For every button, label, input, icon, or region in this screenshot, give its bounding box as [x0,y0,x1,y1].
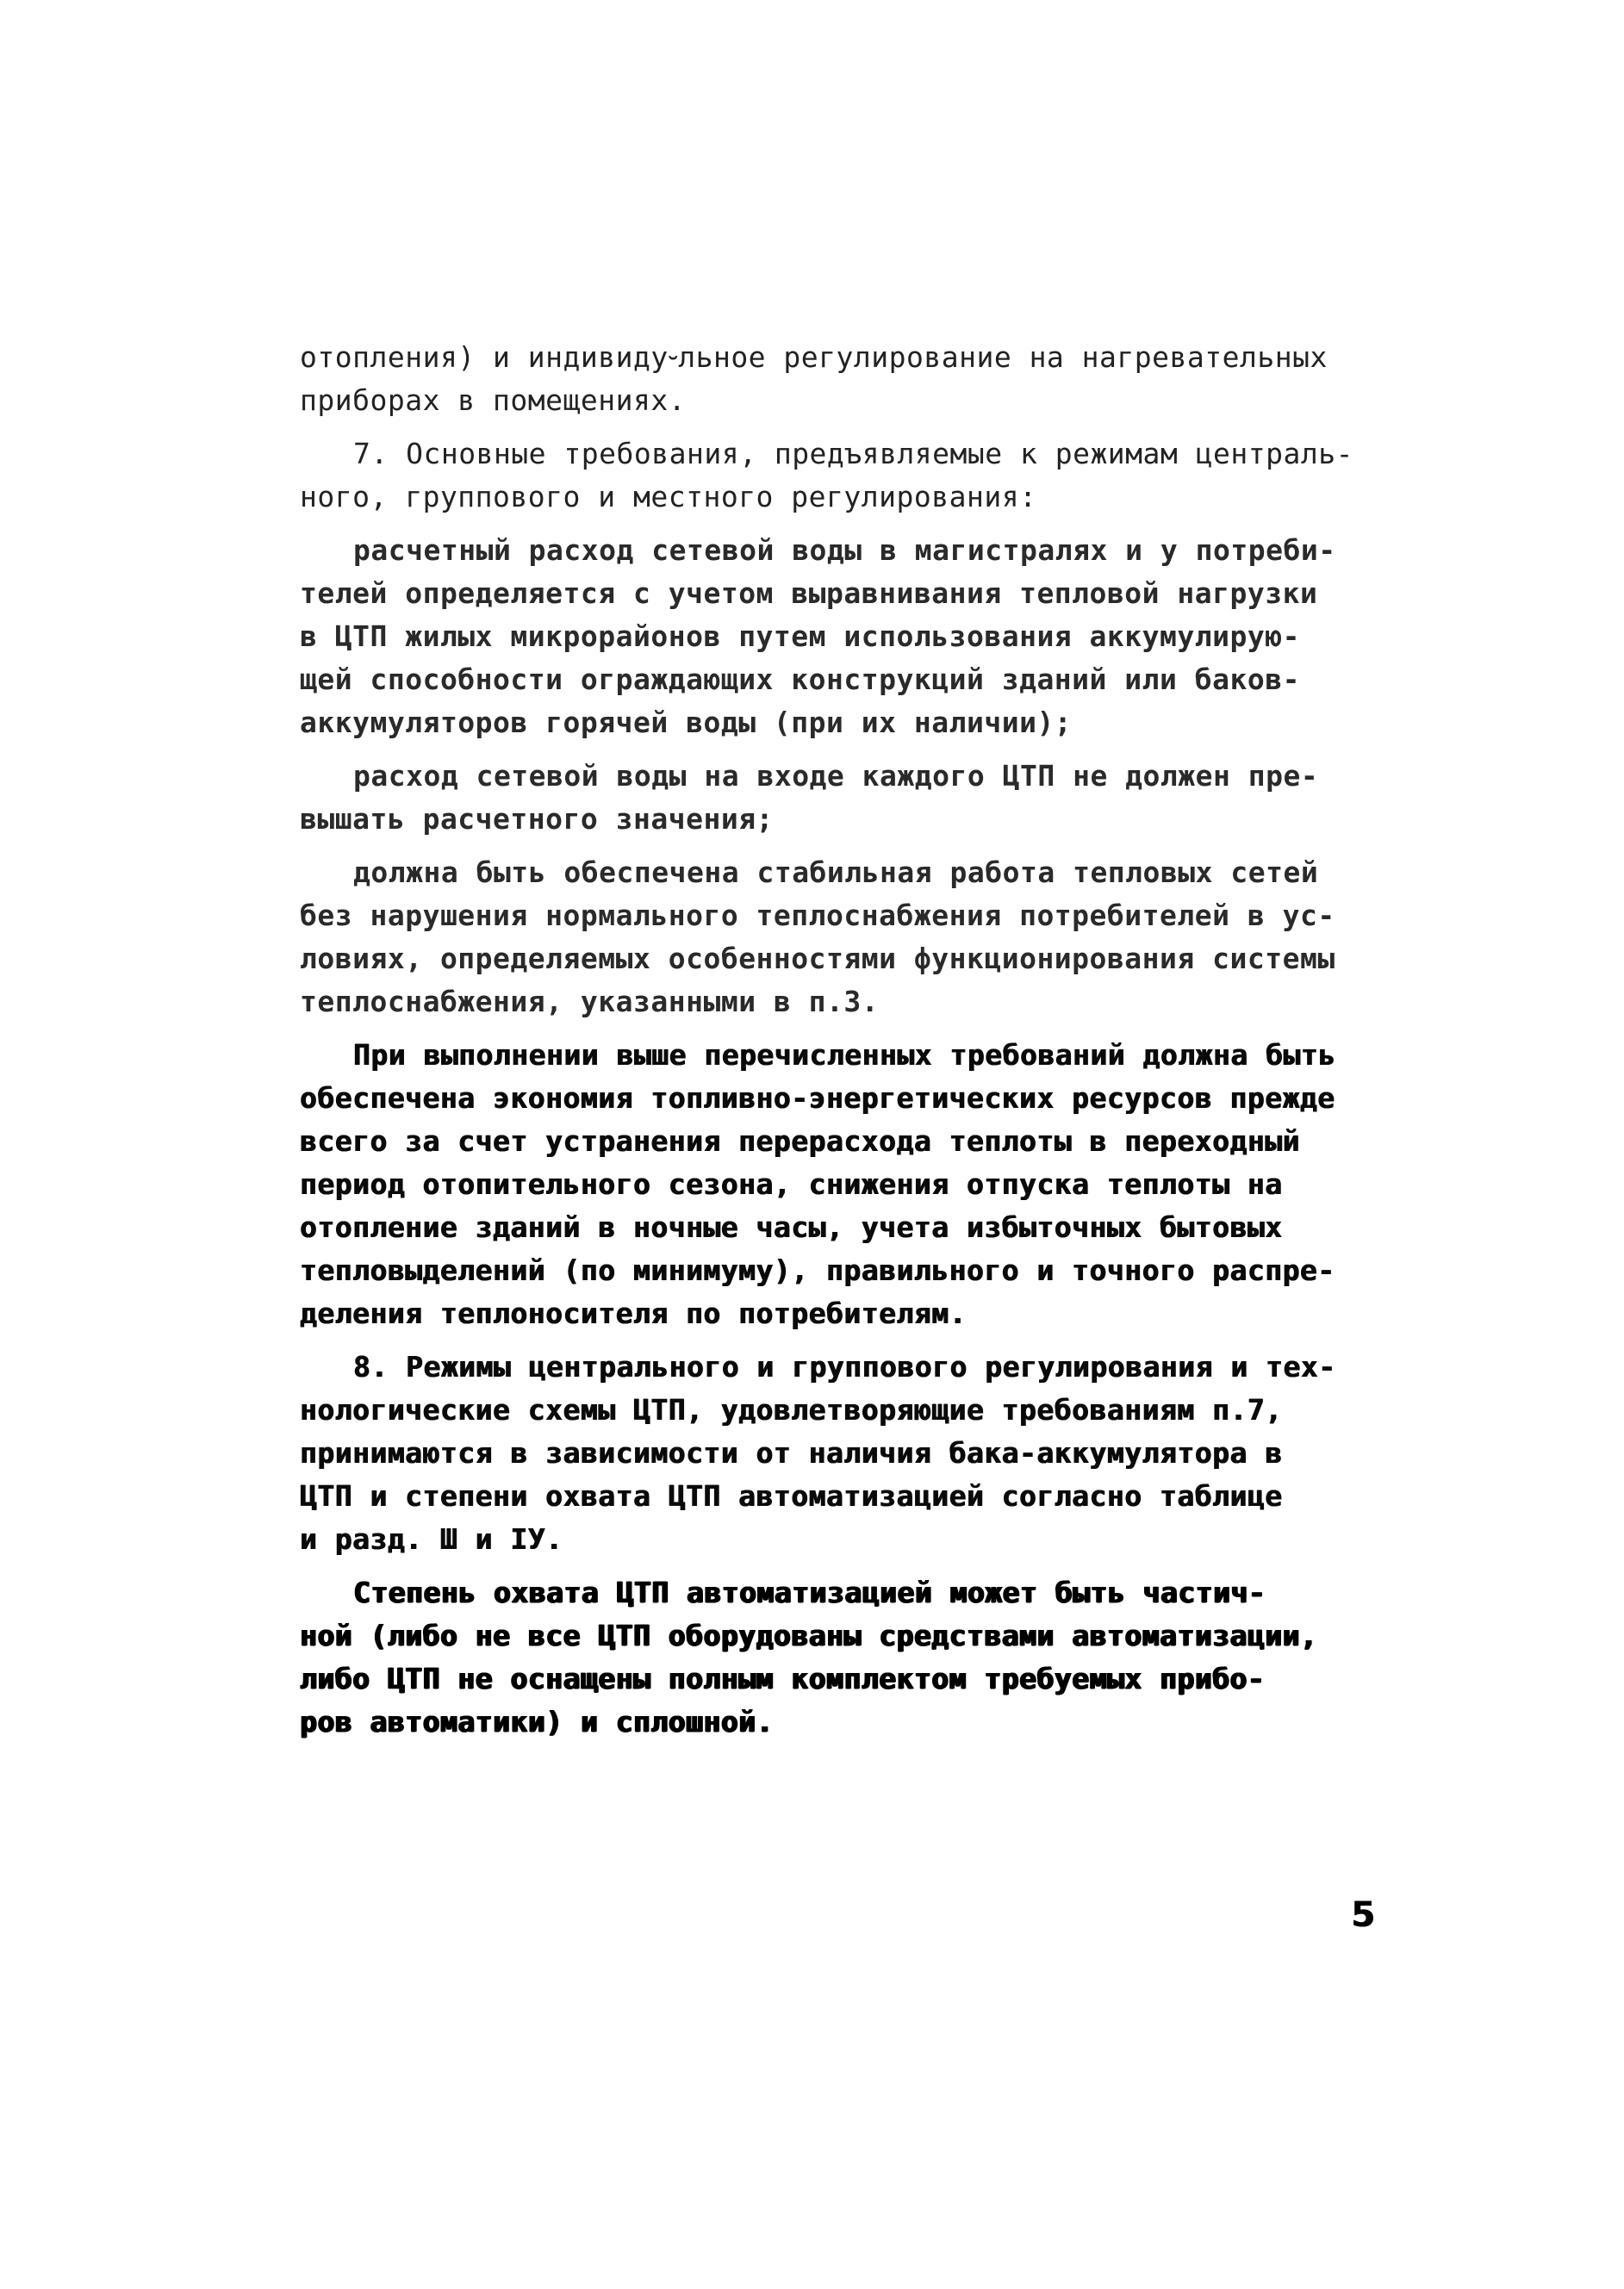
text-line: либо ЦТП не оснащены полным комплектом требуемых прибо- [300,1662,1266,1695]
paragraph [300,1346,1385,1561]
text-line: всего за счет устранения перерасхода теплоты в переходный [300,1124,1300,1158]
text-line: ЦТП и степени охвата ЦТП автоматизацией согласно таблице [300,1479,1283,1513]
text-line: расчетный расход сетевой воды в магистралях и у потреби- [353,533,1336,567]
paragraph [300,529,1385,744]
text-line: ловиях, определяемых особенностями функционирования системы [300,942,1335,975]
text-line: тепловыделений (по минимуму), правильного и точного распре- [300,1253,1335,1287]
paragraph-gap [300,1561,1385,1571]
paragraph [300,1034,1385,1335]
text-line: отопления) и индивиду⏑льное регулирование на нагревательных [300,340,1328,374]
text-line: 8. Режимы центрального и группового регулирования и тех- [353,1350,1336,1384]
text-line: и разд. Ш и IУ. [300,1522,563,1556]
text-line: деления теплоносителя по потребителям. [300,1297,967,1330]
paragraph [300,851,1385,1023]
paragraph [300,755,1385,841]
text-line: расход сетевой воды на входе каждого ЦТП не должен пре- [353,759,1319,793]
text-line: принимаются в зависимости от наличия бака-аккумулятора в [300,1436,1283,1470]
text-line: ной (либо не все ЦТП оборудованы средствами автоматизации, [300,1619,1318,1652]
text-line: телей определяется с учетом выравнивания тепловой нагрузки [300,576,1318,610]
paragraph-gap [300,841,1385,851]
paragraph-gap [300,1335,1385,1346]
paragraph [300,336,1385,422]
text-line: 7. Основные требования, предъявляемые к режимам централь- [353,437,1353,470]
text-line: отопление зданий в ночные часы, учета избыточных бытовых [300,1210,1283,1244]
page-number: 5 [1351,1895,1375,1935]
text-line: приборах в помещениях. [300,383,687,417]
text-line: период отопительного сезона, снижения отпуска теплоты на [300,1167,1283,1201]
text-line: обеспечена экономия топливно-энергетических ресурсов прежде [300,1081,1335,1115]
text-line: аккумуляторов горячей воды (при их наличии); [300,706,1073,739]
body-text [300,336,1385,1744]
text-line: должна быть обеспечена стабильная работа тепловых сетей [353,855,1319,889]
text-line: ного, группового и местного регулирования: [300,480,1037,513]
text-line: в ЦТП жилых микрорайонов путем использования аккумулирую- [300,619,1300,653]
paragraph-gap [300,519,1385,529]
paragraph [300,432,1385,519]
text-line: теплоснабжения, указанными в п.3. [300,985,880,1018]
text-line: Степень охвата ЦТП автоматизацией может быть частич- [353,1576,1266,1609]
text-line: щей способности ограждающих конструкций зданий или баков- [300,662,1300,696]
text-line: вышать расчетного значения; [300,802,774,836]
paragraph-gap [300,1023,1385,1034]
paragraph [300,1571,1385,1744]
text-line: нологические схемы ЦТП, удовлетворяющие требованиям п.7, [300,1393,1283,1427]
text-line: без нарушения нормального теплоснабжения потребителей в ус- [300,899,1335,932]
text-line: При выполнении выше перечисленных требований должна быть [353,1038,1336,1072]
paragraph-gap [300,422,1385,432]
text-line: ров автоматики) и сплошной. [300,1705,774,1739]
paragraph-gap [300,744,1385,755]
